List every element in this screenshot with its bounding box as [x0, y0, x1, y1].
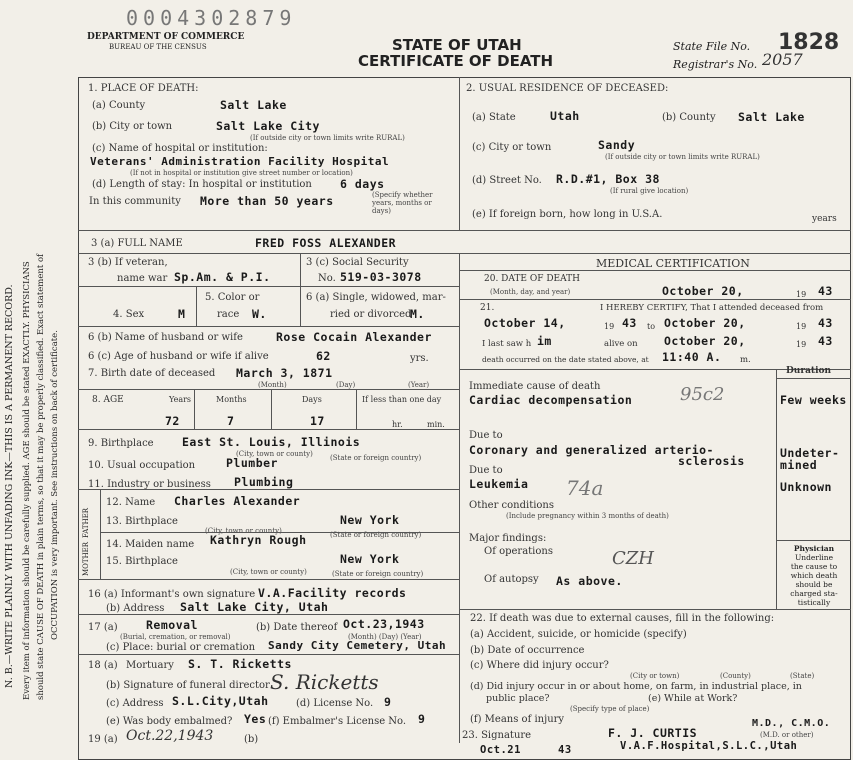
injury-city-note: (City or town)	[630, 672, 680, 680]
informant-address-label: (b) Address	[106, 603, 165, 614]
immediate-cause-code: 95c2	[680, 384, 725, 405]
funeral-director-label: (b) Signature of funeral director	[106, 680, 270, 691]
veteran-war-value: Sp.Am. & P.I.	[174, 270, 271, 284]
age-months-value: 7	[227, 414, 235, 428]
hours-label: hr.	[392, 420, 403, 429]
residence-street-value: R.D.#1, Box 38	[556, 172, 660, 186]
father-city-note: (City, town or county)	[205, 527, 282, 535]
mortuary-value: S. T. Ricketts	[188, 657, 292, 671]
birth-year-note: (Year)	[408, 381, 430, 389]
injury-home-label-1: (d) Did injury occur in or about home, on farm, in industrial place, in	[470, 681, 802, 692]
mother-birthplace-label: 15. Birthplace	[106, 556, 178, 567]
father-state-note: (State or foreign country)	[330, 531, 422, 539]
bottom-date: Oct.21	[480, 744, 521, 756]
residence-county-value: Salt Lake	[738, 110, 805, 124]
state-file-number: 1828	[778, 30, 840, 55]
embalmer-license-value: 9	[418, 712, 426, 726]
death-time-value: 11:40 A.	[662, 350, 722, 364]
industry-value: Plumbing	[234, 475, 294, 489]
major-findings-label: Major findings:	[469, 533, 547, 544]
immediate-cause-duration: Few weeks	[780, 393, 847, 407]
license-label: (d) License No.	[296, 698, 374, 709]
mother-maiden-value: Kathryn Rough	[210, 533, 307, 547]
registrar-label: Registrar's No.	[673, 58, 758, 71]
community-note: (Specify whether years, months or days)	[372, 191, 433, 215]
attended-to-date: October 20,	[664, 316, 746, 330]
margin-instruction-2: Every item of information should be carefully supplied. AGE should be stated EXACTLY. PHYSICIANS	[22, 261, 32, 700]
other-conditions-label: Other conditions	[469, 500, 555, 511]
other-conditions-note: (Include pregnancy within 3 months of death)	[506, 512, 669, 520]
due-to-2-label: Due to	[469, 465, 503, 476]
date-of-death-year: 43	[818, 284, 833, 298]
birthplace-label: 9. Birthplace	[88, 438, 154, 449]
spouse-age-unit: yrs.	[410, 353, 429, 364]
injury-home-label-2: public place?	[486, 693, 550, 704]
marital-label-2: ried or divorced	[330, 309, 412, 320]
death-time-label: death occurred on the date stated above, at	[482, 355, 649, 364]
occupation-value: Plumber	[226, 456, 278, 470]
director-address-label: (c) Address	[106, 698, 164, 709]
physician-signature: F. J. CURTIS	[608, 726, 698, 740]
while-at-work-label: (e) While at Work?	[648, 693, 738, 704]
race-value: W.	[252, 307, 267, 321]
age-days-value: 17	[310, 414, 325, 428]
director-address-value: S.L.City,Utah	[172, 694, 269, 708]
death-county-label: (a) County	[92, 100, 146, 111]
filed-b-label: (b)	[244, 734, 259, 745]
autopsy-label: Of autopsy	[484, 574, 539, 585]
mortuary-label: Mortuary	[126, 660, 174, 671]
birth-month-note: (Month)	[258, 381, 287, 389]
alive-on-date: October 20,	[664, 334, 746, 348]
spouse-age-label: 6 (c) Age of husband or wife if alive	[88, 351, 269, 362]
disposition-note: (Burial, cremation, or removal)	[120, 633, 231, 641]
embalmed-label: (e) Was body embalmed?	[106, 716, 233, 727]
mother-maiden-label: 14. Maiden name	[106, 539, 195, 550]
physician-note-line-3: which death	[790, 571, 838, 580]
injury-type-note: (Specify type of place)	[570, 705, 650, 713]
medical-certification-title: MEDICAL CERTIFICATION	[596, 257, 750, 270]
spouse-age-value: 62	[316, 349, 331, 363]
attended-to-label: to	[647, 322, 656, 331]
margin-instruction-4: OCCUPATION is very important. See instructions on back of certificate.	[50, 330, 60, 640]
filed-label: 19 (a)	[88, 734, 118, 745]
duration-header: Duration	[786, 366, 832, 376]
residence-state-label: (a) State	[472, 112, 516, 123]
birthplace-city-note: (City, town or county)	[236, 450, 313, 458]
death-city-label: (b) City or town	[92, 121, 173, 132]
date-of-death-note: (Month, day, and year)	[490, 288, 571, 296]
social-security-no-label: No.	[318, 273, 336, 284]
embalmed-value: Yes	[244, 712, 267, 726]
physician-title: M.D., C.M.O.	[752, 718, 831, 729]
external-causes-title: 22. If death was due to external causes, fill in the following:	[470, 613, 775, 624]
death-time-meridiem: m.	[740, 355, 751, 365]
physician-title-note: (M.D. or other)	[760, 731, 814, 739]
due-to-2-value: Leukemia	[469, 477, 529, 491]
informant-value: V.A.Facility records	[258, 586, 407, 600]
physician-address: V.A.F.Hospital,S.L.C.,Utah	[620, 740, 798, 752]
alive-on-century: 19	[796, 340, 807, 349]
physician-note-line-6: tistically	[797, 598, 831, 607]
certificate-title: CERTIFICATE OF DEATH	[358, 52, 554, 70]
attended-from-year: 43	[622, 316, 637, 330]
full-name-label: 3 (a) FULL NAME	[91, 238, 183, 249]
age-label: 8. AGE	[92, 395, 124, 405]
birth-date-value: March 3, 1871	[236, 366, 333, 380]
disposition-value: Removal	[146, 618, 198, 632]
due-to-1-value-line1: Coronary and generalized arterio-	[469, 443, 714, 457]
accident-label: (a) Accident, suicide, or homicide (specify)	[470, 629, 687, 640]
last-saw-label: I last saw h	[482, 339, 532, 349]
residence-city-label: (c) City or town	[472, 142, 552, 153]
burial-date-note: (Month) (Day) (Year)	[348, 633, 422, 641]
state-title: STATE OF UTAH	[392, 36, 522, 54]
autopsy-initials: CZH	[612, 548, 654, 569]
marital-label-1: 6 (a) Single, widowed, mar-	[306, 292, 446, 303]
race-label: race	[217, 309, 240, 320]
veteran-label: 3 (b) If veteran,	[88, 257, 168, 268]
informant-label: 16 (a) Informant's own signature	[88, 589, 256, 600]
funeral-director-signature: S. Ricketts	[270, 670, 379, 694]
physician-note-line-1: Underline	[794, 553, 834, 562]
injury-state-note: (State)	[790, 672, 815, 680]
last-saw-value: im	[537, 334, 552, 348]
autopsy-value: As above.	[556, 574, 623, 588]
length-of-stay-label: (d) Length of stay: In hospital or institution	[92, 179, 312, 190]
injury-county-note: (County)	[720, 672, 751, 680]
less-than-day-label: If less than one day	[362, 395, 442, 404]
date-of-death-label: 20. DATE OF DEATH	[484, 274, 580, 284]
veteran-war-label: name war	[117, 273, 168, 284]
occupation-label: 10. Usual occupation	[88, 460, 196, 471]
due-to-1-label: Due to	[469, 430, 503, 441]
immediate-cause-value: Cardiac decompensation	[469, 393, 633, 407]
burial-place-label: (c) Place: burial or cremation	[106, 642, 256, 653]
margin-instruction-1: N. B.—WRITE PLAINLY WITH UNFADING INK—THIS IS A PERMANENT RECORD.	[4, 284, 15, 688]
age-years-label: Years	[169, 395, 192, 404]
father-label: FATHER	[82, 507, 90, 538]
color-label: 5. Color or	[205, 292, 260, 303]
means-of-injury-label: (f) Means of injury	[470, 714, 565, 725]
margin-instruction-3: should state CAUSE OF DEATH in plain terms, so that it may be properly classified. Exact statement of	[36, 253, 46, 700]
residence-city-value: Sandy	[598, 138, 636, 152]
father-birthplace-value: New York	[340, 513, 400, 527]
birthplace-value: East St. Louis, Illinois	[182, 435, 361, 449]
serial-number: 0004302879	[126, 6, 297, 30]
mother-label: MOTHER	[82, 541, 90, 576]
registrar-number: 2057	[762, 50, 803, 69]
certify-number: 21.	[480, 303, 495, 313]
birthplace-state-note: (State or foreign country)	[330, 454, 422, 462]
burial-place-value: Sandy City Cemetery, Utah	[268, 639, 447, 652]
due-to-1-value-line2: sclerosis	[678, 454, 745, 468]
physician-note-line-5: charged sta-	[790, 589, 838, 598]
mother-city-note: (City, town or county)	[230, 568, 307, 576]
residence-state-value: Utah	[550, 109, 580, 123]
attended-to-year: 43	[818, 316, 833, 330]
death-county-value: Salt Lake	[220, 98, 287, 112]
mortuary-number: 18 (a)	[88, 660, 118, 671]
sex-label: 4. Sex	[113, 309, 145, 320]
residence-street-note: (If rural give location)	[610, 187, 689, 195]
sex-value: M	[178, 307, 186, 321]
hospital-label: (c) Name of hospital or institution:	[92, 143, 268, 154]
hospital-value: Veterans' Administration Facility Hospital	[90, 155, 390, 168]
length-of-stay-value: 6 days	[340, 177, 385, 191]
place-of-death-title: 1. PLACE OF DEATH:	[88, 83, 199, 94]
community-label: In this community	[89, 196, 181, 207]
date-of-death-value: October 20,	[662, 284, 744, 298]
death-city-note: (If outside city or town limits write RURAL)	[250, 134, 405, 142]
state-file-label: State File No.	[673, 40, 751, 53]
certify-statement: I HEREBY CERTIFY, That I attended deceased from	[600, 303, 824, 313]
license-value: 9	[384, 695, 392, 709]
department-label: DEPARTMENT OF COMMERCE	[87, 32, 245, 42]
burial-date-value: Oct.23,1943	[343, 617, 425, 631]
signature-label: 23. Signature	[462, 730, 532, 741]
bureau-label: BUREAU OF THE CENSUS	[109, 43, 207, 51]
due-to-2-code: 74a	[566, 476, 604, 500]
residence-city-note: (If outside city or town limits write RURAL)	[605, 153, 760, 161]
age-years-value: 72	[165, 414, 180, 428]
residence-county-label: (b) County	[662, 112, 716, 123]
informant-address-value: Salt Lake City, Utah	[180, 600, 329, 614]
operations-label: Of operations	[484, 546, 553, 557]
usual-residence-title: 2. USUAL RESIDENCE OF DECEASED:	[466, 83, 669, 94]
father-name-label: 12. Name	[106, 497, 156, 508]
industry-label: 11. Industry or business	[88, 479, 211, 490]
occurrence-date-label: (b) Date of occurrence	[470, 645, 585, 656]
full-name-value: FRED FOSS ALEXANDER	[255, 236, 397, 250]
social-security-value: 519-03-3078	[340, 270, 422, 284]
residence-street-label: (d) Street No.	[472, 175, 542, 186]
physician-note-line-2: the cause to	[790, 562, 838, 571]
attended-to-century: 19	[796, 322, 807, 331]
physician-note-title: Physician	[793, 544, 835, 553]
birth-day-note: (Day)	[336, 381, 356, 389]
date-of-death-century: 19	[796, 290, 807, 299]
filed-date: Oct.22,1943	[126, 728, 214, 744]
disposition-label: 17 (a)	[88, 622, 118, 633]
alive-on-year: 43	[818, 334, 833, 348]
death-city-value: Salt Lake City	[216, 119, 320, 133]
attended-from-date: October 14,	[484, 316, 566, 330]
mother-birthplace-value: New York	[340, 552, 400, 566]
marital-value: M.	[410, 307, 425, 321]
due-to-1-duration-2: mined	[780, 458, 818, 472]
physician-note	[780, 544, 848, 607]
mother-state-note: (State or foreign country)	[332, 570, 424, 578]
father-birthplace-label: 13. Birthplace	[106, 516, 178, 527]
bottom-year: 43	[558, 744, 572, 756]
foreign-born-unit: years	[812, 214, 837, 224]
hospital-note: (If not in hospital or institution give street number or location)	[130, 169, 353, 177]
due-to-1-duration-1: Undeter-	[780, 446, 840, 460]
spouse-name-label: 6 (b) Name of husband or wife	[88, 332, 243, 343]
embalmer-license-label: (f) Embalmer's License No.	[268, 716, 407, 727]
burial-date-label: (b) Date thereof	[256, 622, 338, 633]
due-to-2-duration: Unknown	[780, 480, 832, 494]
alive-on-label: alive on	[604, 339, 638, 349]
attended-from-century: 19	[604, 322, 615, 331]
father-name-value: Charles Alexander	[174, 494, 301, 508]
injury-place-label: (c) Where did injury occur?	[470, 660, 609, 671]
foreign-born-label: (e) If foreign born, how long in U.S.A.	[472, 209, 663, 220]
age-months-label: Months	[216, 395, 247, 404]
physician-note-line-4: should be	[795, 580, 833, 589]
age-days-label: Days	[302, 395, 322, 404]
community-value: More than 50 years	[200, 194, 334, 208]
social-security-label: 3 (c) Social Security	[306, 257, 409, 268]
minutes-label: min.	[427, 420, 445, 429]
spouse-name-value: Rose Cocain Alexander	[276, 330, 432, 344]
birth-date-label: 7. Birth date of deceased	[88, 368, 216, 379]
immediate-cause-label: Immediate cause of death	[469, 381, 601, 392]
